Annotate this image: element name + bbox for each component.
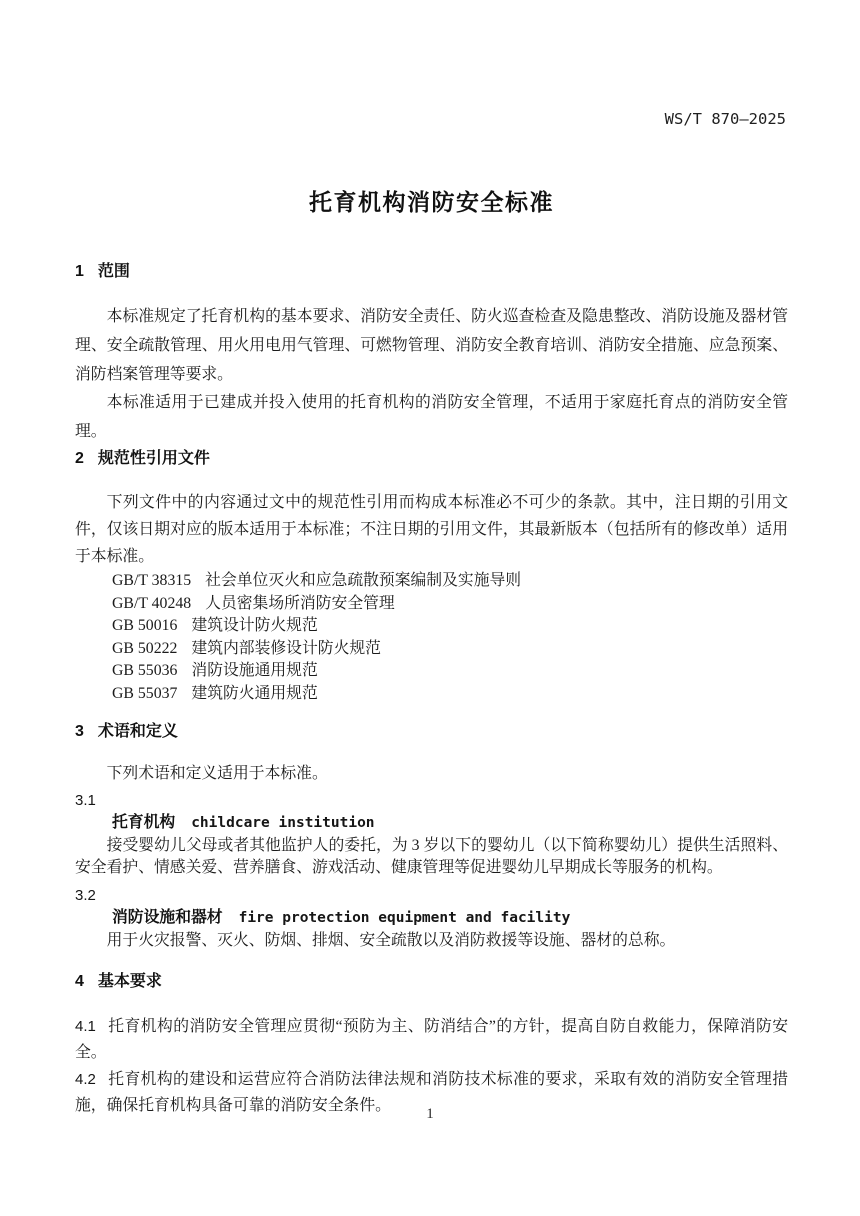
reference-code: GB 50222 bbox=[112, 639, 178, 657]
term-number: 3.1 bbox=[75, 791, 96, 809]
reference-item bbox=[112, 570, 788, 593]
clause-number: 4.1 bbox=[75, 1018, 96, 1036]
reference-title: 建筑内部装修设计防火规范 bbox=[191, 639, 381, 657]
term-definition: 用于火灾报警、灭火、防烟、排烟、安全疏散以及消防救援等设施、器材的总称。 bbox=[106, 931, 676, 949]
reference-item bbox=[112, 638, 788, 661]
normative-paragraph: 下列文件中的内容通过文中的规范性引用而构成本标准必不可少的条款。其中，注日期的引用文件，仅该日期对应的版本适用于本标准；不注日期的引用文件，其最新版本（包括所有的修改单）适用于本标准。 bbox=[75, 493, 788, 565]
doc-title: 托育机构消防安全标准 bbox=[309, 189, 554, 215]
scope-paragraph-2: 本标准适用于已建成并投入使用的托育机构的消防安全管理，不适用于家庭托育点的消防安全管理。 bbox=[75, 394, 788, 441]
clause-number: 4.2 bbox=[75, 1071, 96, 1089]
section-heading-terms bbox=[75, 722, 788, 742]
section-title: 术语和定义 bbox=[97, 722, 178, 740]
reference-title: 人员密集场所消防安全管理 bbox=[205, 594, 395, 612]
reference-title: 社会单位灭火和应急疏散预案编制及实施导则 bbox=[205, 571, 522, 589]
section-heading-basic-requirements bbox=[75, 972, 788, 992]
term-name-line bbox=[75, 812, 788, 835]
reference-code: GB 55037 bbox=[112, 684, 178, 702]
term-name-line bbox=[75, 907, 788, 930]
term-entry bbox=[75, 885, 788, 953]
section-number: 4 bbox=[75, 973, 84, 991]
scope-paragraph-1: 本标准规定了托育机构的基本要求、消防安全责任、防火巡查检查及隐患整改、消防设施及器材管理、安全疏散管理、用火用电用气管理、可燃物管理、消防安全教育培训、消防安全措施、应急预案、消防档案管理等要求。 bbox=[75, 308, 788, 383]
section-number: 3 bbox=[75, 722, 84, 740]
section-heading-normative-references bbox=[75, 449, 788, 469]
clause-text: 托育机构的建设和运营应符合消防法律法规和消防技术标准的要求，采取有效的消防安全管理措施，确保托育机构具备可靠的消防安全条件。 bbox=[75, 1071, 788, 1114]
reference-code: GB 55036 bbox=[112, 662, 178, 680]
section-number: 2 bbox=[75, 449, 84, 467]
reference-item bbox=[112, 593, 788, 616]
reference-title: 消防设施通用规范 bbox=[191, 662, 318, 680]
section-title: 范围 bbox=[97, 263, 130, 280]
reference-item bbox=[112, 615, 788, 638]
term-definition: 接受婴幼儿父母或者其他监护人的委托，为 3 岁以下的婴幼儿（以下简称婴幼儿）提供生活照料、安全看护、情感关爱、营养膳食、游戏活动、健康管理等促进婴幼儿早期成长等服务的机构。 bbox=[75, 836, 788, 877]
section-title: 基本要求 bbox=[97, 973, 162, 991]
term-number: 3.2 bbox=[75, 886, 96, 904]
reference-code: GB 50016 bbox=[112, 617, 178, 635]
term-name-zh: 消防设施和器材 bbox=[112, 909, 223, 927]
section-heading-scope bbox=[75, 262, 788, 282]
term-entry bbox=[75, 790, 788, 880]
reference-code: GB/T 40248 bbox=[112, 594, 192, 612]
terms-intro: 下列术语和定义适用于本标准。 bbox=[106, 764, 328, 782]
reference-code: GB/T 38315 bbox=[112, 571, 192, 589]
reference-item bbox=[112, 683, 788, 706]
doc-code: WS/T 870—2025 bbox=[664, 110, 786, 128]
clause bbox=[75, 1014, 788, 1065]
reference-item bbox=[112, 660, 788, 683]
reference-title: 建筑防火通用规范 bbox=[191, 684, 318, 702]
term-name-en: fire protection equipment and facility bbox=[238, 910, 571, 927]
clause-text: 托育机构的消防安全管理应贯彻“预防为主、防消结合”的方针，提高自防自救能力，保障消防安全。 bbox=[75, 1018, 788, 1061]
term-name-zh: 托育机构 bbox=[112, 814, 176, 832]
reference-list bbox=[75, 570, 788, 706]
reference-title: 建筑设计防火规范 bbox=[191, 617, 318, 635]
term-name-en: childcare institution bbox=[191, 815, 375, 832]
page-number: 1 bbox=[426, 1106, 434, 1122]
section-title: 规范性引用文件 bbox=[97, 449, 210, 467]
document-content bbox=[75, 0, 788, 1118]
section-number: 1 bbox=[75, 263, 84, 280]
